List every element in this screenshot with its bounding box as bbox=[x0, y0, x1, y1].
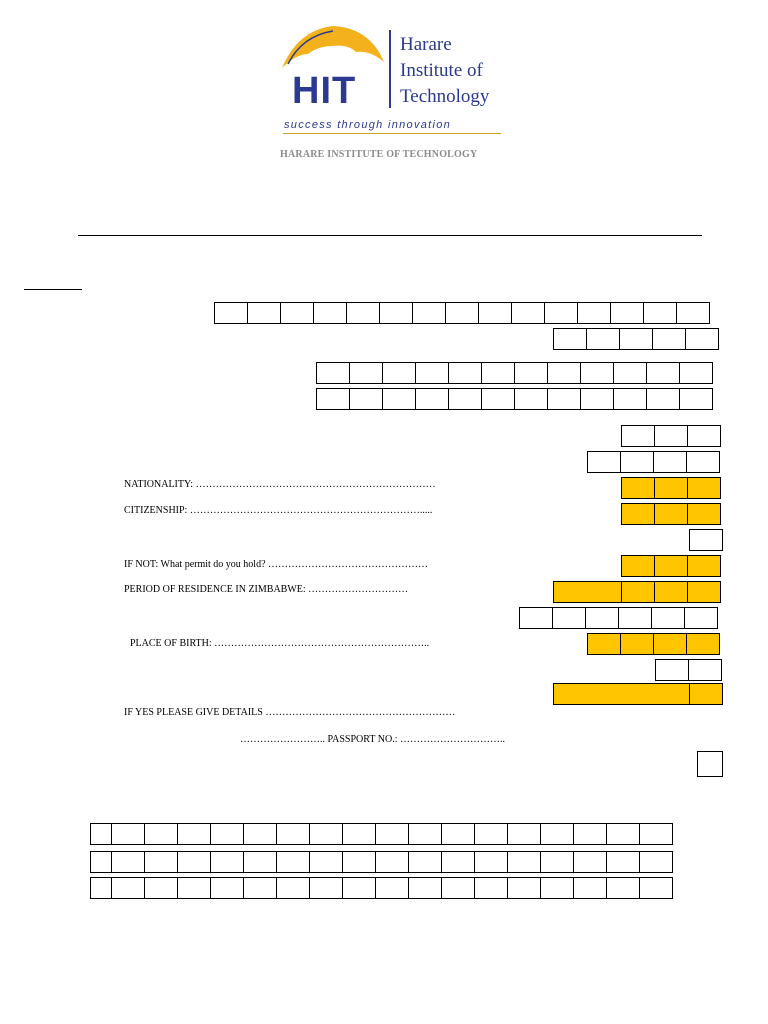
institution-subtitle: HARARE INSTITUTE OF TECHNOLOGY bbox=[280, 149, 478, 160]
field-row-5[interactable] bbox=[621, 425, 721, 447]
input-box[interactable] bbox=[474, 877, 508, 899]
dome-arch-icon bbox=[278, 22, 388, 72]
nationality-label: NATIONALITY: ……………………………………………………………… bbox=[124, 479, 436, 490]
input-box[interactable] bbox=[646, 388, 680, 410]
input-box[interactable] bbox=[688, 659, 722, 681]
input-box[interactable] bbox=[441, 851, 475, 873]
input-box[interactable] bbox=[618, 607, 652, 629]
input-box[interactable] bbox=[613, 362, 647, 384]
section-rule bbox=[24, 289, 82, 290]
input-box[interactable] bbox=[514, 362, 548, 384]
code-input-box[interactable] bbox=[553, 683, 690, 705]
details-boxes[interactable] bbox=[553, 683, 723, 705]
input-box[interactable] bbox=[316, 388, 350, 410]
input-box[interactable] bbox=[276, 851, 310, 873]
code-input-box[interactable] bbox=[587, 633, 621, 655]
title-rule bbox=[78, 235, 702, 236]
citizenship-label: CITIZENSHIP: ……………………………………………………………..... bbox=[124, 505, 433, 516]
field-row-6[interactable] bbox=[587, 451, 720, 473]
input-box[interactable] bbox=[519, 607, 553, 629]
permit-code-boxes[interactable] bbox=[621, 555, 721, 577]
bottom-grid-row-1[interactable] bbox=[90, 823, 673, 845]
bottom-grid-row-2[interactable] bbox=[90, 851, 673, 873]
input-box[interactable] bbox=[540, 877, 574, 899]
input-box[interactable] bbox=[342, 851, 376, 873]
code-input-box[interactable] bbox=[621, 581, 655, 603]
code-input-box[interactable] bbox=[653, 633, 687, 655]
input-box[interactable] bbox=[441, 877, 475, 899]
field-row-4[interactable] bbox=[316, 388, 713, 410]
code-input-box[interactable] bbox=[553, 581, 622, 603]
field-row-1[interactable] bbox=[214, 302, 710, 324]
input-box[interactable] bbox=[210, 823, 244, 845]
input-box[interactable] bbox=[214, 302, 248, 324]
logo-divider bbox=[389, 30, 391, 108]
input-box[interactable] bbox=[346, 302, 380, 324]
input-box[interactable] bbox=[651, 607, 685, 629]
input-box[interactable] bbox=[247, 302, 281, 324]
field-row-2[interactable] bbox=[553, 328, 719, 350]
details-label: IF YES PLEASE GIVE DETAILS ………………………………………………… bbox=[124, 707, 456, 718]
code-input-box[interactable] bbox=[621, 477, 655, 499]
input-box[interactable] bbox=[580, 362, 614, 384]
input-box[interactable] bbox=[309, 823, 343, 845]
input-box[interactable] bbox=[655, 659, 689, 681]
input-box[interactable] bbox=[243, 823, 277, 845]
input-box[interactable] bbox=[577, 302, 611, 324]
input-box[interactable] bbox=[540, 851, 574, 873]
input-box[interactable] bbox=[349, 388, 383, 410]
input-box[interactable] bbox=[243, 851, 277, 873]
input-box[interactable] bbox=[547, 362, 581, 384]
input-box[interactable] bbox=[580, 388, 614, 410]
input-box[interactable] bbox=[639, 823, 673, 845]
input-box[interactable] bbox=[481, 362, 515, 384]
logo-name-line2: Institute of bbox=[400, 60, 483, 81]
field-row-7[interactable] bbox=[519, 607, 718, 629]
input-box[interactable] bbox=[573, 851, 607, 873]
input-box[interactable] bbox=[474, 851, 508, 873]
input-box[interactable] bbox=[478, 302, 512, 324]
input-box[interactable] bbox=[547, 388, 581, 410]
code-input-box[interactable] bbox=[621, 503, 655, 525]
input-box[interactable] bbox=[408, 877, 442, 899]
input-box[interactable] bbox=[309, 851, 343, 873]
code-input-box[interactable] bbox=[620, 633, 654, 655]
code-input-box[interactable] bbox=[687, 555, 721, 577]
citizen-check-box[interactable] bbox=[689, 529, 723, 551]
input-box[interactable] bbox=[210, 851, 244, 873]
input-box[interactable] bbox=[445, 302, 479, 324]
input-box[interactable] bbox=[586, 328, 620, 350]
input-box[interactable] bbox=[511, 302, 545, 324]
passport-label: …………………….. PASSPORT NO.: ………………………….. bbox=[240, 734, 505, 745]
tagline: success through innovation bbox=[284, 119, 452, 131]
input-box[interactable] bbox=[448, 362, 482, 384]
input-box[interactable] bbox=[90, 877, 112, 899]
input-box[interactable] bbox=[177, 851, 211, 873]
input-box[interactable] bbox=[679, 362, 713, 384]
input-box[interactable] bbox=[144, 823, 178, 845]
place-of-birth-label: PLACE OF BIRTH: ……………………………………………………….. bbox=[130, 638, 430, 649]
input-box[interactable] bbox=[507, 823, 541, 845]
input-box[interactable] bbox=[620, 451, 654, 473]
input-box[interactable] bbox=[177, 823, 211, 845]
residence-label: PERIOD OF RESIDENCE IN ZIMBABWE: ………………………… bbox=[124, 584, 409, 595]
code-input-box[interactable] bbox=[654, 555, 688, 577]
input-box[interactable] bbox=[685, 328, 719, 350]
input-box[interactable] bbox=[415, 362, 449, 384]
input-box[interactable] bbox=[606, 877, 640, 899]
input-box[interactable] bbox=[448, 388, 482, 410]
code-input-box[interactable] bbox=[621, 555, 655, 577]
input-box[interactable] bbox=[585, 607, 619, 629]
input-box[interactable] bbox=[587, 451, 621, 473]
input-box[interactable] bbox=[689, 529, 723, 551]
input-box[interactable] bbox=[90, 823, 112, 845]
permit-label: IF NOT: What permit do you hold? ………………………………………… bbox=[124, 559, 429, 570]
input-box[interactable] bbox=[144, 851, 178, 873]
input-box[interactable] bbox=[144, 877, 178, 899]
input-box[interactable] bbox=[408, 823, 442, 845]
code-input-box[interactable] bbox=[687, 477, 721, 499]
input-box[interactable] bbox=[621, 425, 655, 447]
input-box[interactable] bbox=[606, 851, 640, 873]
field-row-3[interactable] bbox=[316, 362, 713, 384]
code-input-box[interactable] bbox=[689, 683, 723, 705]
code-input-box[interactable] bbox=[654, 503, 688, 525]
input-box[interactable] bbox=[639, 851, 673, 873]
code-input-box[interactable] bbox=[654, 477, 688, 499]
input-box[interactable] bbox=[514, 388, 548, 410]
code-input-box[interactable] bbox=[686, 633, 720, 655]
tagline-underline bbox=[283, 133, 501, 134]
input-box[interactable] bbox=[676, 302, 710, 324]
input-box[interactable] bbox=[474, 823, 508, 845]
input-box[interactable] bbox=[606, 823, 640, 845]
input-box[interactable] bbox=[654, 425, 688, 447]
input-box[interactable] bbox=[687, 425, 721, 447]
input-box[interactable] bbox=[90, 851, 112, 873]
residence-boxes[interactable] bbox=[553, 581, 721, 603]
input-box[interactable] bbox=[544, 302, 578, 324]
input-box[interactable] bbox=[415, 388, 449, 410]
checkbox-square[interactable] bbox=[697, 751, 723, 777]
input-box[interactable] bbox=[552, 607, 586, 629]
citizenship-code-boxes[interactable] bbox=[621, 503, 721, 525]
input-box[interactable] bbox=[553, 328, 587, 350]
input-box[interactable] bbox=[408, 851, 442, 873]
input-box[interactable] bbox=[379, 302, 413, 324]
input-box[interactable] bbox=[412, 302, 446, 324]
input-box[interactable] bbox=[507, 851, 541, 873]
input-box[interactable] bbox=[382, 362, 416, 384]
place-of-birth-boxes[interactable] bbox=[587, 633, 720, 655]
logo-name-line3: Technology bbox=[400, 86, 490, 107]
input-box[interactable] bbox=[679, 388, 713, 410]
input-box[interactable] bbox=[652, 328, 686, 350]
input-box[interactable] bbox=[111, 851, 145, 873]
input-box[interactable] bbox=[686, 451, 720, 473]
code-input-box[interactable] bbox=[654, 581, 688, 603]
bottom-grid-row-3[interactable] bbox=[90, 877, 673, 899]
input-box[interactable] bbox=[349, 362, 383, 384]
input-box[interactable] bbox=[342, 823, 376, 845]
input-box[interactable] bbox=[643, 302, 677, 324]
input-box[interactable] bbox=[375, 877, 409, 899]
input-box[interactable] bbox=[639, 877, 673, 899]
input-box[interactable] bbox=[613, 388, 647, 410]
input-box[interactable] bbox=[441, 823, 475, 845]
input-box[interactable] bbox=[177, 877, 211, 899]
input-box[interactable] bbox=[684, 607, 718, 629]
input-box[interactable] bbox=[243, 877, 277, 899]
input-box[interactable] bbox=[280, 302, 314, 324]
input-box[interactable] bbox=[507, 877, 541, 899]
input-box[interactable] bbox=[276, 877, 310, 899]
code-input-box[interactable] bbox=[687, 503, 721, 525]
input-box[interactable] bbox=[111, 823, 145, 845]
input-box[interactable] bbox=[573, 877, 607, 899]
input-box[interactable] bbox=[313, 302, 347, 324]
input-box[interactable] bbox=[481, 388, 515, 410]
input-box[interactable] bbox=[309, 877, 343, 899]
logo-abbreviation: HIT bbox=[292, 70, 357, 112]
input-box[interactable] bbox=[610, 302, 644, 324]
input-box[interactable] bbox=[316, 362, 350, 384]
yes-no-boxes[interactable] bbox=[655, 659, 722, 681]
input-box[interactable] bbox=[375, 851, 409, 873]
input-box[interactable] bbox=[382, 388, 416, 410]
input-box[interactable] bbox=[646, 362, 680, 384]
input-box[interactable] bbox=[375, 823, 409, 845]
input-box[interactable] bbox=[619, 328, 653, 350]
input-box[interactable] bbox=[342, 877, 376, 899]
input-box[interactable] bbox=[653, 451, 687, 473]
nationality-code-boxes[interactable] bbox=[621, 477, 721, 499]
input-box[interactable] bbox=[276, 823, 310, 845]
logo-name-line1: Harare bbox=[400, 34, 452, 55]
code-input-box[interactable] bbox=[687, 581, 721, 603]
input-box[interactable] bbox=[111, 877, 145, 899]
input-box[interactable] bbox=[540, 823, 574, 845]
input-box[interactable] bbox=[573, 823, 607, 845]
input-box[interactable] bbox=[210, 877, 244, 899]
